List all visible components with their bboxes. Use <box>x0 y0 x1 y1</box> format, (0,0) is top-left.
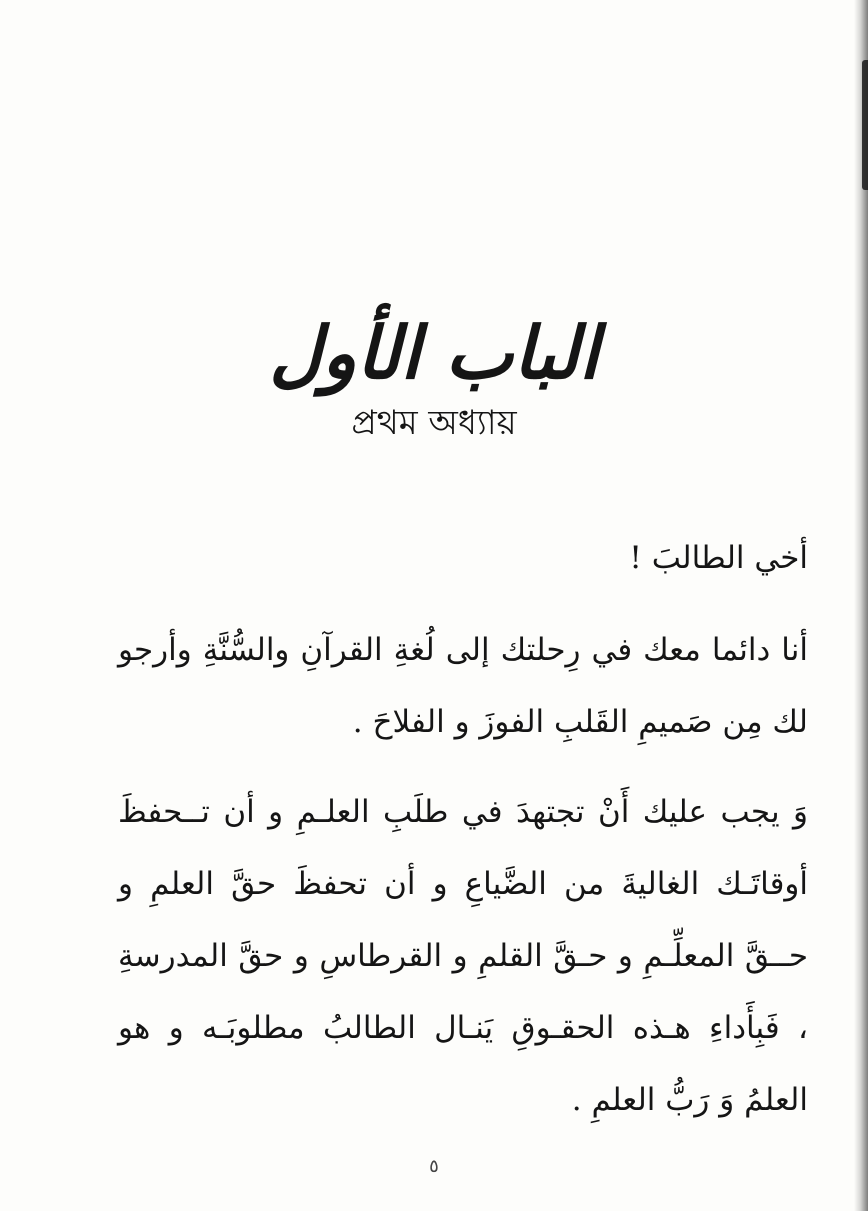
paragraph-1: أنا دائما معك في رِحلتك إلى لُغةِ القرآنِ والسُّنَّةِ وأرجو لك مِن صَميمِ القَلبِ الفوزَ و الفلاحَ . <box>118 632 808 740</box>
chapter-subtitle: প্রথম অধ্যায় <box>351 403 517 443</box>
body-text <box>118 522 808 1154</box>
paragraph-2: وَ يجب عليك أَنْ تجتهدَ في طلَبِ العلـمِ و أن تــحفظَ أوقاتَـك الغاليةَ من الضَّياعِ و أن تحفظَ حقَّ العلمِ و حــقَّ المعلِّـمِ و حـقَّ القلمِ و القرطاسِ و حقَّ المدرسةِ ، فَبِأَداءِ هـذه الحقـوقِ يَنـال الطالبُ مطلوبَـه و هو العلمُ وَ رَبُّ العلمِ . <box>118 794 808 1118</box>
page-number: ٥ <box>429 1156 439 1177</box>
chapter-title: الباب الأول <box>269 310 599 396</box>
greeting-line: أخي الطالبَ ! <box>629 540 808 576</box>
page-binding-mark <box>862 60 868 190</box>
